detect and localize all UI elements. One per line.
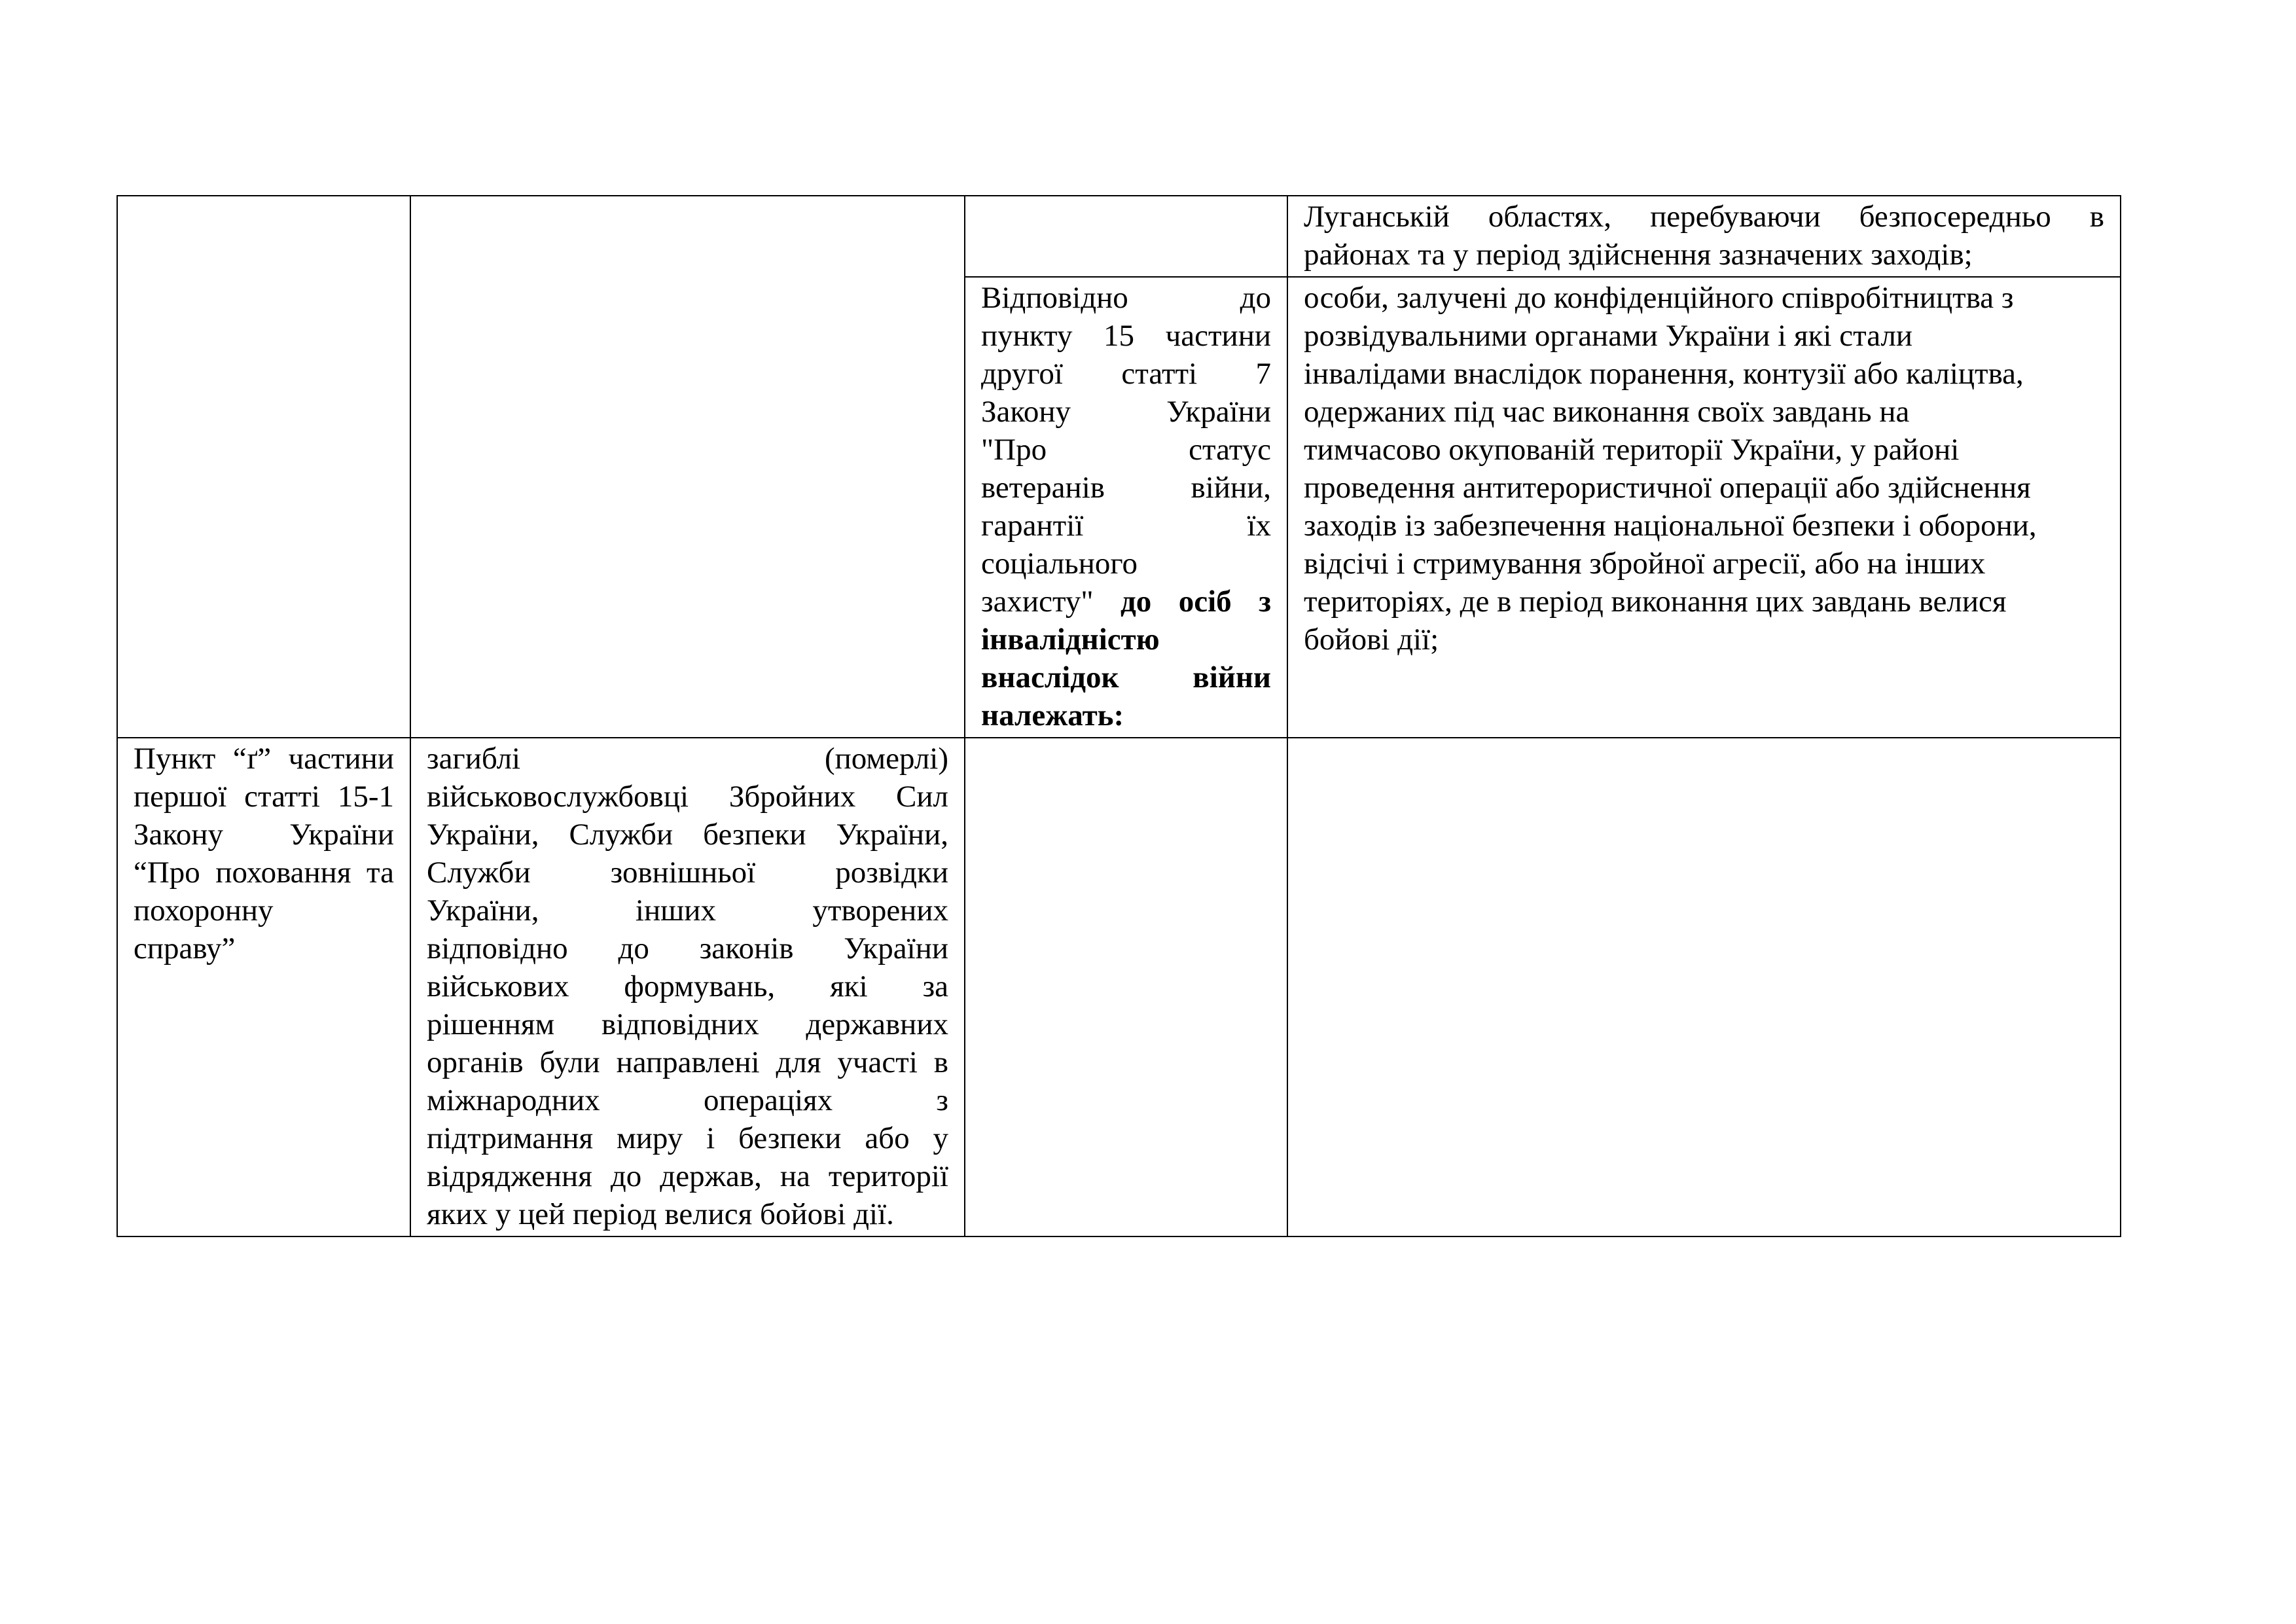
- text-line: яких у цей період велися бойові дії.: [427, 1197, 894, 1231]
- text-fragment: захисту": [981, 585, 1094, 619]
- text-line: районах та у період здійснення зазначених заходів;: [1304, 238, 1973, 272]
- text-line: похоронну: [134, 893, 274, 928]
- text-line: розвідувальними органами України і які стали: [1304, 319, 1913, 353]
- text-line: особи, залучені до конфіденційного співробітництва з: [1304, 281, 2014, 315]
- text-line: органів були направлені для участі в: [427, 1045, 948, 1079]
- cell-row3-col2: [410, 738, 965, 1236]
- text-line: військовослужбовці Збройних Сил: [427, 780, 948, 814]
- text-line: України, Служби безпеки України,: [427, 818, 948, 852]
- text-line: справу”: [134, 931, 236, 965]
- text-line: другої статті 7: [981, 357, 1271, 391]
- bold-text-line: [981, 621, 1271, 659]
- cell-row1-col1-empty: [117, 196, 410, 738]
- bold-fragment: до осіб з: [1121, 585, 1271, 619]
- text-line-mixed: [981, 583, 1271, 621]
- text-line: військових формувань, які за: [427, 969, 948, 1003]
- bold-text-line: [981, 696, 1271, 734]
- text-line: “Про поховання та: [134, 856, 394, 890]
- text-line: бойові дії;: [1304, 623, 1439, 657]
- text-line: відрядження до держав, на території: [427, 1159, 948, 1193]
- cell-row1-col4: [1287, 196, 2121, 277]
- bold-text-line: [981, 659, 1271, 696]
- cell-row3-col1: [117, 738, 410, 1236]
- text-line: соціального: [981, 547, 1138, 581]
- cell-row1-col3-empty: [965, 196, 1287, 277]
- text-line: інвалідами внаслідок поранення, контузії або каліцтва,: [1304, 357, 2024, 391]
- cell-row2-col4: [1287, 277, 2121, 738]
- text-line: Закону України: [981, 395, 1271, 429]
- cell-row3-col4-empty: [1287, 738, 2121, 1236]
- bold-fragment: внаслідок війни: [981, 660, 1271, 695]
- text-line: України, інших утворених: [427, 893, 948, 928]
- text-line: відсічі і стримування збройної агресії, або на інших: [1304, 547, 1986, 581]
- text-line: одержаних під час виконання своїх завдань на: [1304, 395, 1910, 429]
- text-line: ветеранів війни,: [981, 471, 1271, 505]
- cell-row3-col3-empty: [965, 738, 1287, 1236]
- text-line: Пункт “ґ” частини: [134, 742, 394, 776]
- text-line: заходів із забезпечення національної безпеки і оборони,: [1304, 509, 2037, 543]
- text-line: пункту 15 частини: [981, 319, 1271, 353]
- text-line: Відповідно до: [981, 281, 1271, 315]
- text-line: рішенням відповідних державних: [427, 1007, 948, 1041]
- cell-row2-col3: [965, 277, 1287, 738]
- text-line: загиблі (померлі): [427, 742, 948, 776]
- text-line: "Про статус: [981, 433, 1271, 467]
- text-line: гарантії їх: [981, 509, 1271, 543]
- table-row: [117, 196, 2121, 277]
- text-line: Закону України: [134, 818, 394, 852]
- text-line: Луганській областях, перебуваючи безпосередньо в: [1304, 200, 2104, 234]
- cell-row1-col2-empty: [410, 196, 965, 738]
- bold-fragment: інвалідністю: [981, 623, 1160, 657]
- bold-fragment: належать:: [981, 698, 1124, 732]
- document-table: [117, 195, 2121, 1237]
- text-line: тимчасово окупованій території України, у районі: [1304, 433, 1960, 467]
- text-line: проведення антитерористичної операції або здійснення: [1304, 471, 2031, 505]
- text-line: першої статті 15-1: [134, 780, 394, 814]
- text-line: міжнародних операціях з: [427, 1083, 948, 1117]
- text-line: відповідно до законів України: [427, 931, 948, 965]
- text-line: територіях, де в період виконання цих завдань велися: [1304, 585, 2007, 619]
- text-line: Служби зовнішньої розвідки: [427, 856, 948, 890]
- table-row: [117, 738, 2121, 1236]
- text-line: підтримання миру і безпеки або у: [427, 1121, 948, 1155]
